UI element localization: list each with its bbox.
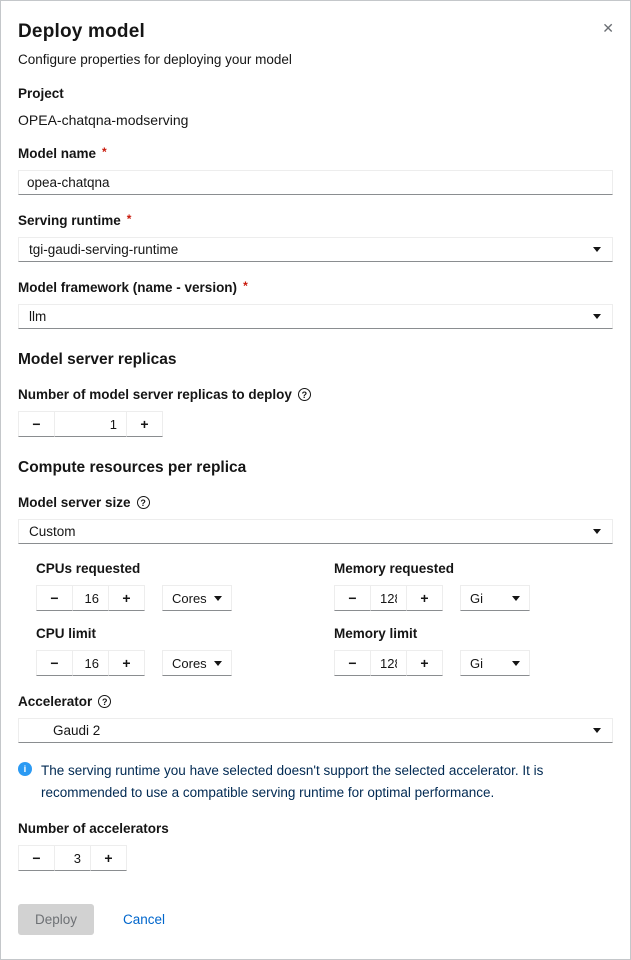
server-size-value: Custom — [29, 524, 76, 539]
caret-down-icon — [512, 661, 520, 666]
memory-limit-stepper — [334, 650, 443, 676]
memory-limit-unit-select[interactable] — [460, 650, 530, 676]
help-icon[interactable]: ? — [98, 695, 111, 708]
cpu-limit-stepper — [36, 650, 145, 676]
caret-down-icon — [593, 247, 601, 252]
memory-requested-unit-select[interactable] — [460, 585, 530, 611]
cpu-requested-label: CPUs requested — [36, 561, 141, 576]
caret-down-icon — [593, 314, 601, 319]
minus-icon[interactable]: − — [36, 650, 73, 676]
dialog-subtitle: Configure properties for deploying your model — [18, 52, 292, 67]
help-icon[interactable]: ? — [137, 496, 150, 509]
memory-limit-label: Memory limit — [334, 626, 418, 641]
cpu-limit-label: CPU limit — [36, 626, 97, 641]
replicas-label — [18, 387, 612, 402]
alert-text: The serving runtime you have selected doesn't support the selected accelerator. It is recommended to use a compatible serving runtime for optimal performance. — [41, 763, 544, 800]
project-value: OPEA-chatqna-modserving — [18, 112, 189, 128]
cpu-requested-field — [36, 561, 334, 611]
cpu-limit-input[interactable] — [72, 650, 109, 676]
close-icon[interactable]: ✕ — [602, 20, 614, 36]
resource-grid — [36, 561, 612, 676]
accelerator-value: Gaudi 2 — [53, 723, 101, 738]
memory-requested-unit-value: Gi — [470, 590, 483, 606]
caret-down-icon — [214, 596, 222, 601]
memory-limit-field — [334, 626, 612, 676]
required-asterisk: * — [243, 278, 248, 293]
plus-icon[interactable]: + — [108, 650, 145, 676]
cpu-requested-unit-value: Cores — [172, 590, 207, 606]
model-framework-label-text: Model framework (name - version) — [18, 280, 238, 295]
cpu-limit-unit-value: Cores — [172, 655, 207, 671]
plus-icon[interactable]: + — [406, 650, 443, 676]
replicas-count-input[interactable] — [54, 411, 127, 437]
dialog-title: Deploy model — [18, 21, 145, 42]
serving-runtime-label — [18, 213, 612, 228]
memory-requested-field — [334, 561, 612, 611]
minus-icon[interactable]: − — [334, 650, 371, 676]
model-framework-label — [18, 280, 612, 295]
accelerator-label-text: Accelerator — [18, 694, 93, 709]
model-framework-select[interactable] — [18, 304, 613, 329]
model-framework-value: llm — [29, 309, 47, 324]
minus-icon[interactable]: − — [18, 411, 55, 437]
plus-icon[interactable]: + — [90, 845, 127, 871]
cpu-limit-field — [36, 626, 334, 676]
cancel-button[interactable]: Cancel — [123, 912, 166, 928]
accelerator-count-label: Number of accelerators — [18, 821, 169, 837]
caret-down-icon — [593, 529, 601, 534]
project-label: Project — [18, 86, 64, 101]
server-size-select[interactable] — [18, 519, 613, 544]
help-icon[interactable]: ? — [298, 388, 311, 401]
model-name-input[interactable] — [18, 170, 613, 195]
memory-limit-input[interactable] — [370, 650, 407, 676]
model-name-label-text: Model name — [18, 146, 97, 161]
serving-runtime-value: tgi-gaudi-serving-runtime — [29, 242, 179, 257]
accelerator-count-input[interactable] — [54, 845, 91, 871]
accelerator-count-stepper — [18, 845, 127, 871]
memory-requested-label: Memory requested — [334, 561, 455, 576]
required-asterisk: * — [102, 144, 107, 159]
cpu-requested-unit-select[interactable] — [162, 585, 232, 611]
memory-requested-input[interactable] — [370, 585, 407, 611]
cpu-requested-stepper — [36, 585, 145, 611]
caret-down-icon — [593, 728, 601, 733]
memory-requested-stepper — [334, 585, 443, 611]
replicas-stepper — [18, 411, 163, 437]
plus-icon[interactable]: + — [126, 411, 163, 437]
model-name-label — [18, 146, 612, 161]
minus-icon[interactable]: − — [18, 845, 55, 871]
serving-runtime-label-text: Serving runtime — [18, 213, 121, 228]
replicas-label-text: Number of model server replicas to deploy — [18, 387, 292, 402]
accelerator-select[interactable] — [18, 718, 613, 743]
memory-limit-unit-value: Gi — [470, 655, 483, 671]
dialog-footer — [18, 904, 612, 935]
minus-icon[interactable]: − — [334, 585, 371, 611]
runtime-compatibility-alert — [18, 760, 604, 803]
server-size-label — [18, 495, 612, 510]
minus-icon[interactable]: − — [36, 585, 73, 611]
cpu-limit-unit-select[interactable] — [162, 650, 232, 676]
compute-section-heading: Compute resources per replica — [18, 459, 247, 476]
cpu-requested-input[interactable] — [72, 585, 109, 611]
caret-down-icon — [214, 661, 222, 666]
deploy-button[interactable]: Deploy — [18, 904, 94, 935]
plus-icon[interactable]: + — [406, 585, 443, 611]
serving-runtime-select[interactable] — [18, 237, 613, 262]
caret-down-icon — [512, 596, 520, 601]
required-asterisk: * — [126, 211, 132, 226]
plus-icon[interactable]: + — [108, 585, 145, 611]
info-icon: i — [18, 762, 32, 776]
server-size-label-text: Model server size — [18, 495, 131, 510]
replicas-section-heading: Model server replicas — [18, 351, 177, 368]
accelerator-label — [18, 694, 612, 709]
